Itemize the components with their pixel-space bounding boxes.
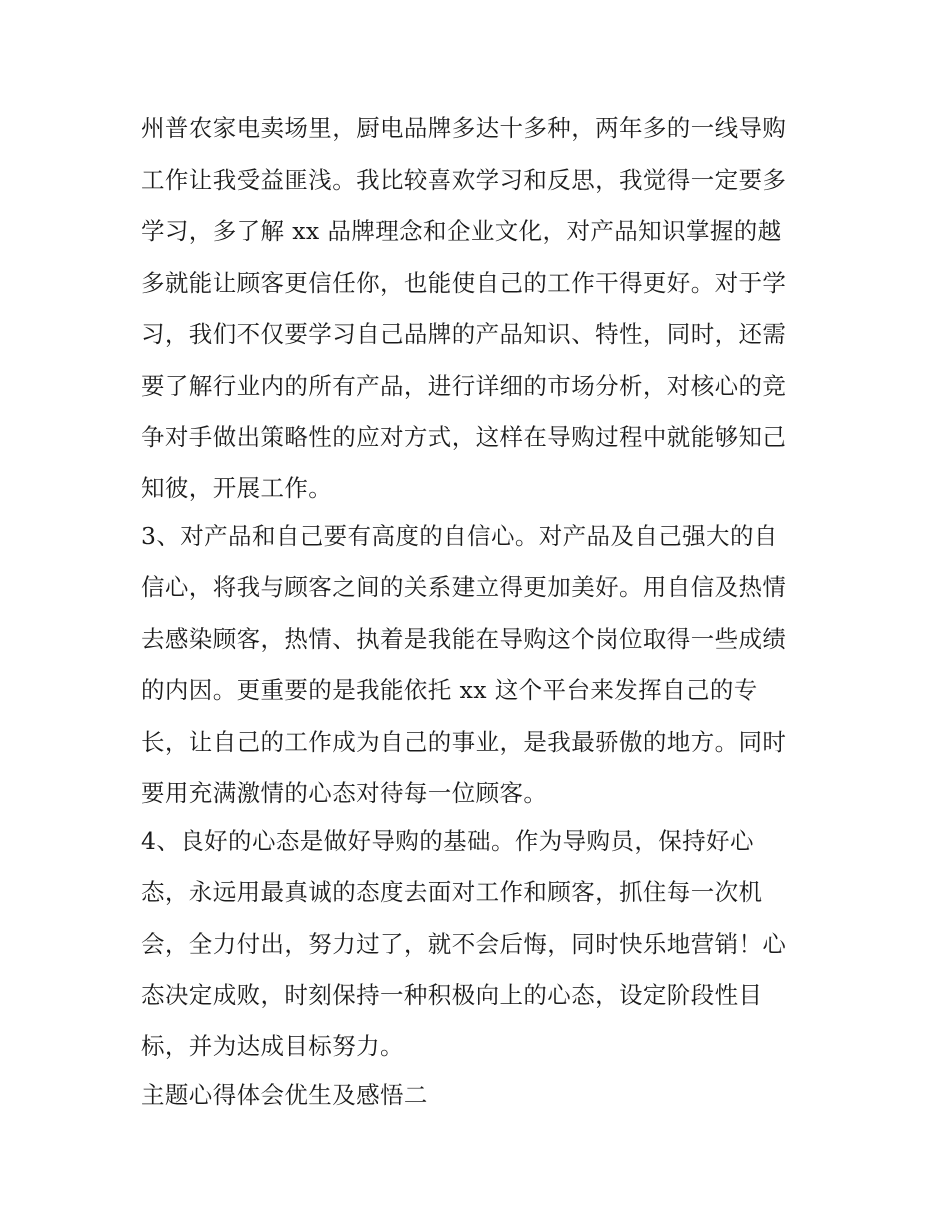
body-text-line: 争对手做出策略性的应对方式，这样在导购过程中就能够知己 <box>141 423 787 451</box>
section-heading: 主题心得体会优生及感悟二 <box>141 1081 428 1109</box>
body-text-line: 学习，多了解 xx 品牌理念和企业文化，对产品知识掌握的越 <box>141 217 782 245</box>
body-text-line: 工作让我受益匪浅。我比较喜欢学习和反思，我觉得一定要多 <box>141 166 787 194</box>
list-item-3-line: 3、对产品和自己要有高度的自信心。对产品及自己强大的自 <box>141 522 778 550</box>
body-text-line: 知彼，开展工作。 <box>141 474 333 502</box>
body-text-line: 态决定成败，时刻保持一种积极向上的心态，设定阶段性目 <box>141 981 763 1009</box>
list-item-4-line: 4、良好的心态是做好导购的基础。作为导购员，保持好心 <box>141 827 754 855</box>
body-text-line: 习，我们不仅要学习自己品牌的产品知识、特性，同时，还需 <box>141 320 787 348</box>
body-text-line: 态，永远用最真诚的态度去面对工作和顾客，抓住每一次机 <box>141 878 763 906</box>
body-text-line: 州普农家电卖场里，厨电品牌多达十多种，两年多的一线导购 <box>141 114 787 142</box>
body-text-line: 的内因。更重要的是我能依托 xx 这个平台来发挥自己的专 <box>141 676 758 704</box>
body-text-line: 会，全力付出，努力过了，就不会后悔，同时快乐地营销！心 <box>141 930 787 958</box>
body-text-line: 要了解行业内的所有产品，进行详细的市场分析，对核心的竞 <box>141 372 787 400</box>
body-text-line: 标，并为达成目标努力。 <box>141 1032 404 1060</box>
body-text-line: 去感染顾客，热情、执着是我能在导购这个岗位取得一些成绩 <box>141 625 787 653</box>
body-text-line: 长，让自己的工作成为自己的事业，是我最骄傲的地方。同时 <box>141 728 787 756</box>
body-text-line: 多就能让顾客更信任你，也能使自己的工作干得更好。对于学 <box>141 269 787 297</box>
body-text-line: 信心，将我与顾客之间的关系建立得更加美好。用自信及热情 <box>141 573 787 601</box>
body-text-line: 要用充满激情的心态对待每一位顾客。 <box>141 779 548 807</box>
